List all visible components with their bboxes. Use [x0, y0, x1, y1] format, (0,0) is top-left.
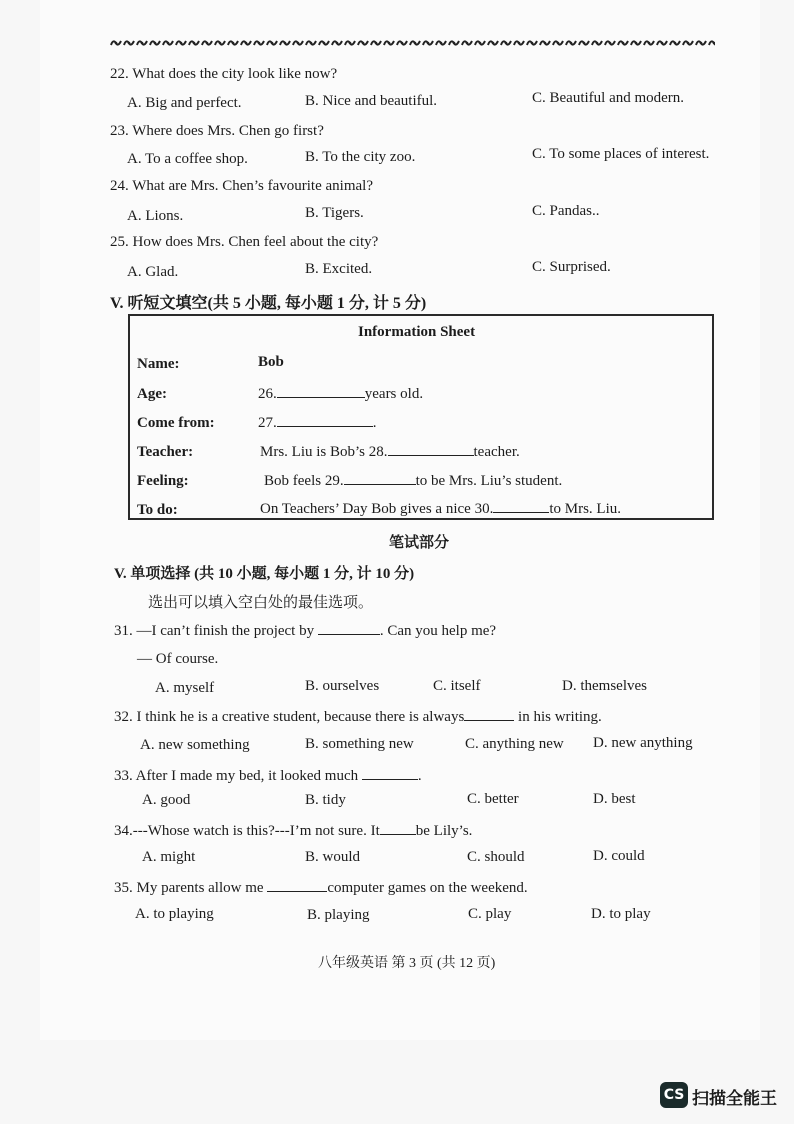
decorative-border: [110, 36, 715, 50]
age-line: [258, 384, 423, 403]
q34-stem-end: be Lily’s.: [415, 823, 473, 839]
q31-stem: 31. —I can’t finish the project by: [114, 623, 315, 639]
todo-suffix: to Mrs. Liu.: [549, 501, 621, 517]
q34-option-d[interactable]: D. could: [593, 848, 645, 864]
written-part-title: 笔试部分: [389, 535, 450, 551]
q31-option-a[interactable]: A. myself: [155, 680, 215, 696]
come-from-line: [258, 413, 377, 432]
age-label: Age:: [137, 386, 167, 402]
q34-stem: 34.---Whose watch is this?---I’m not sure. It: [114, 823, 380, 839]
question-23: 23. Where does Mrs. Chen go first?: [110, 123, 324, 139]
todo-line: [260, 499, 621, 518]
blank-29[interactable]: [344, 471, 416, 485]
blank-26[interactable]: [277, 384, 365, 398]
feeling-suffix: to be Mrs. Liu’s student.: [415, 473, 563, 489]
blank-28[interactable]: [388, 442, 474, 456]
q31-option-b[interactable]: B. ourselves: [305, 678, 380, 694]
q35-option-b[interactable]: B. playing: [307, 907, 370, 923]
q33-option-b[interactable]: B. tidy: [305, 792, 346, 808]
q33-stem: 33. After I made my bed, it looked much: [114, 768, 359, 784]
camscanner-name: 扫描全能王: [692, 1089, 777, 1109]
question-24: 24. What are Mrs. Chen’s favourite animal?: [110, 178, 373, 194]
blank-30[interactable]: [493, 499, 549, 513]
q25-option-c[interactable]: C. Surprised.: [532, 259, 611, 275]
from-suffix: .: [372, 415, 377, 431]
feeling-label: Feeling:: [137, 473, 189, 489]
section-choice-title: V. 单项选择 (共 10 小题, 每小题 1 分, 计 10 分): [114, 566, 415, 582]
q23-option-a[interactable]: A. To a coffee shop.: [127, 151, 248, 167]
q25-option-a[interactable]: A. Glad.: [127, 264, 179, 280]
q33-stem-end: .: [417, 768, 422, 784]
q34-blank[interactable]: [380, 821, 416, 835]
q33-option-c[interactable]: C. better: [467, 791, 519, 807]
q32-blank[interactable]: [464, 707, 514, 721]
q34-option-a[interactable]: A. might: [142, 849, 196, 865]
section-listening-title: V. 听短文填空(共 5 小题, 每小题 1 分, 计 5 分): [110, 295, 427, 312]
feeling-prefix: Bob feels 29.: [264, 473, 344, 489]
q32-option-d[interactable]: D. new anything: [593, 735, 693, 751]
feeling-line: [264, 471, 562, 490]
q33-option-a[interactable]: A. good: [142, 792, 191, 808]
question-22: 22. What does the city look like now?: [110, 66, 338, 82]
information-sheet: [128, 314, 714, 520]
question-34: [114, 821, 472, 840]
age-prefix: 26.: [258, 386, 277, 402]
teacher-prefix: Mrs. Liu is Bob’s 28.: [260, 444, 388, 460]
q32-option-b[interactable]: B. something new: [305, 736, 414, 752]
q22-option-c[interactable]: C. Beautiful and modern.: [532, 90, 685, 106]
from-prefix: 27.: [258, 415, 277, 431]
q32-option-c[interactable]: C. anything new: [465, 736, 564, 752]
q34-option-b[interactable]: B. would: [305, 849, 361, 865]
q33-option-d[interactable]: D. best: [593, 791, 636, 807]
q35-option-a[interactable]: A. to playing: [135, 906, 214, 922]
teacher-suffix: teacher.: [473, 444, 520, 460]
q31-option-c[interactable]: C. itself: [433, 678, 481, 694]
q35-stem-end: computer games on the weekend.: [327, 880, 528, 896]
q35-option-c[interactable]: C. play: [468, 906, 512, 922]
q35-option-d[interactable]: D. to play: [591, 906, 651, 922]
question-31: [114, 621, 496, 640]
page-footer: 八年级英语 第 3 页 (共 12 页): [318, 956, 496, 971]
todo-prefix: On Teachers’ Day Bob gives a nice 30.: [260, 501, 494, 517]
q35-blank[interactable]: [267, 878, 327, 892]
age-suffix: years old.: [364, 386, 424, 402]
q23-option-b[interactable]: B. To the city zoo.: [305, 149, 416, 165]
q24-option-a[interactable]: A. Lions.: [127, 208, 184, 224]
info-sheet-title: Information Sheet: [358, 324, 476, 340]
question-25: 25. How does Mrs. Chen feel about the city?: [110, 234, 379, 250]
come-from-label: Come from:: [137, 415, 215, 431]
camscanner-logo-icon: CS: [660, 1082, 688, 1108]
question-33: [114, 766, 422, 785]
q25-option-b[interactable]: B. Excited.: [305, 261, 373, 277]
q31-blank[interactable]: [318, 621, 380, 635]
q24-option-b[interactable]: B. Tigers.: [305, 205, 364, 221]
question-32: [114, 707, 602, 726]
q32-stem-end: in his writing.: [518, 709, 602, 725]
q34-option-c[interactable]: C. should: [467, 849, 525, 865]
q33-blank[interactable]: [362, 766, 418, 780]
q22-option-a[interactable]: A. Big and perfect.: [127, 95, 242, 111]
blank-27[interactable]: [277, 413, 373, 427]
q24-option-c[interactable]: C. Pandas..: [532, 203, 600, 219]
name-value: Bob: [258, 354, 284, 370]
section-choice-instructions: 选出可以填入空白处的最佳选项。: [148, 595, 374, 611]
q23-option-c[interactable]: C. To some places of interest.: [532, 146, 710, 162]
q32-option-a[interactable]: A. new something: [140, 737, 250, 753]
q31-stem-end: . Can you help me?: [379, 623, 497, 639]
teacher-label: Teacher:: [137, 444, 194, 460]
q32-stem: 32. I think he is a creative student, because there is always: [114, 709, 465, 725]
q22-option-b[interactable]: B. Nice and beautiful.: [305, 93, 438, 109]
q31-option-d[interactable]: D. themselves: [562, 678, 647, 694]
todo-label: To do:: [137, 502, 178, 518]
q31-reply: — Of course.: [137, 651, 219, 667]
teacher-line: [260, 442, 520, 461]
name-label: Name:: [137, 356, 180, 372]
q35-stem: 35. My parents allow me: [114, 880, 264, 896]
question-35: [114, 878, 528, 897]
